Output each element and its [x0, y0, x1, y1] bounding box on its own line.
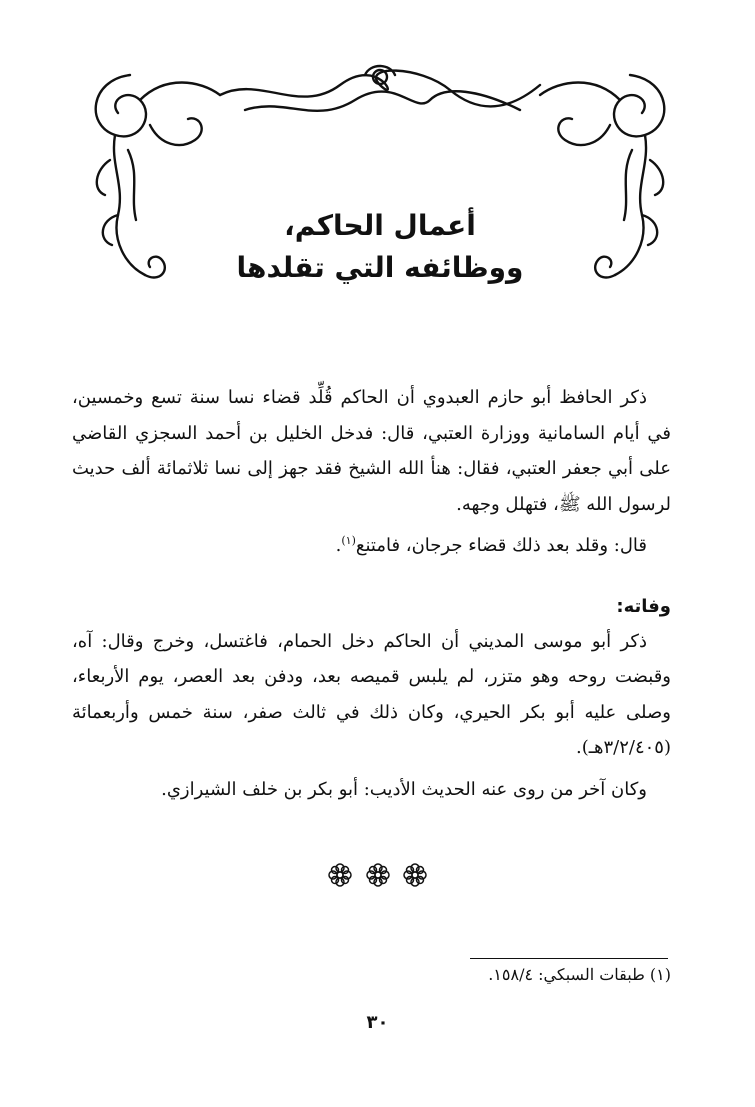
- paragraph-last-narrator: وكان آخر من روى عنه الحديث الأديب: أبو بكر بن خلف الشيرازي.: [161, 778, 647, 800]
- footnote: [300, 962, 671, 988]
- paragraph-appointment: ذكر الحافظ أبو حازم العبدوي أن الحاكم قُلِّد قضاء نسا سنة تسع وخمسين، في أيام السامانية ووزارة العتبي، قال: فدخل الخليل بن أحمد السجزي القاضي على أبي جعفر العتبي، فقال: هنأ الله الشيخ فقد جهز إلى نسا ثلاثمائة ألف حديث لرسول الله ﷺ، فتهلل وجهه.: [72, 387, 672, 515]
- page-number: ٣٠: [366, 1012, 389, 1033]
- paragraph-jurjan: [72, 528, 671, 564]
- flower-ornament-icon: [402, 862, 428, 892]
- flower-ornament-icon: [365, 862, 391, 892]
- footnote-text: طبقات السبكي: ١٥٨/٤.: [488, 965, 645, 984]
- footnote-mark: (١): [649, 965, 671, 984]
- footnote-reference: (١): [341, 534, 356, 547]
- body-text: [72, 380, 671, 807]
- paragraph-death: ذكر أبو موسى المديني أن الحاكم دخل الحمام، فاغتسل، وخرج وقال: آه، وقبضت روحه وهو متزر، لم يلبس قميصه بعد، ودفن بعد العصر، يوم الأربعاء، وصلى عليه أبو بكر الحيري، وكان ذلك في ثالث صفر، سنة خمس وأربعمائة (٣/٢/٤٠٥هـ).: [72, 630, 671, 758]
- chapter-title-line-2: ووظائفه التي تقلدها: [236, 251, 524, 284]
- flower-ornament-icon: [327, 862, 353, 892]
- paragraph-jurjan-text: قال: وقلد بعد ذلك قضاء جرجان، فامتنع: [355, 535, 647, 556]
- chapter-title-line-1: أعمال الحاكم،: [284, 209, 476, 242]
- section-heading-death: وفاته:: [616, 595, 671, 617]
- footnote-separator: [470, 958, 668, 959]
- section-divider: [0, 862, 755, 892]
- chapter-title: [150, 205, 610, 289]
- paragraph-jurjan-end: .: [335, 535, 342, 556]
